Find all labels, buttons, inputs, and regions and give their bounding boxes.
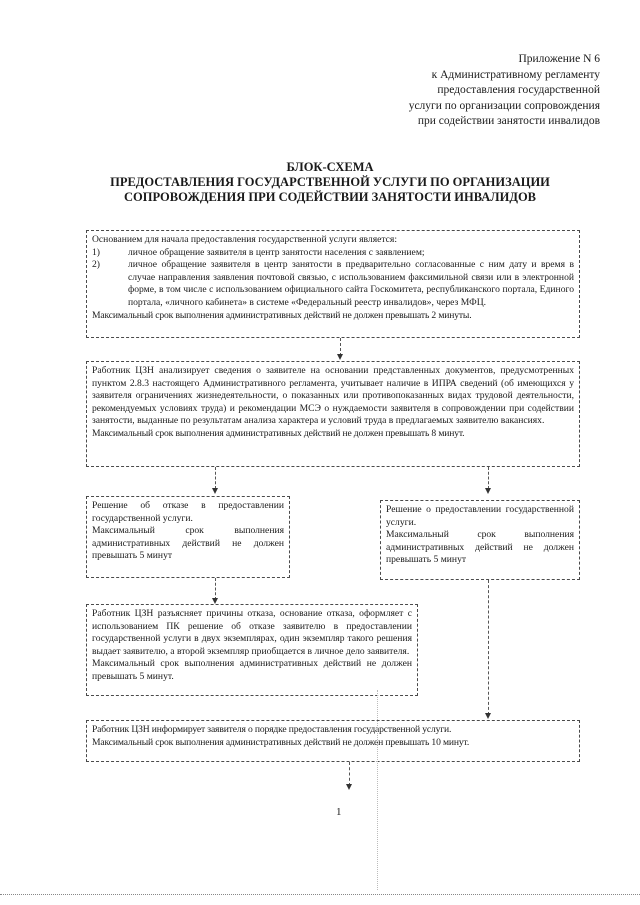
arrow-down-icon [485, 488, 491, 494]
time-limit: Максимальный срок выполнения административных действий не должен превышать 5 минут [386, 529, 574, 566]
item-number: 2) [92, 259, 100, 271]
basis-intro: Основанием для начала предоставления государственной услуги является: [92, 234, 398, 245]
connector-line [488, 467, 489, 489]
time-limit: Максимальный срок выполнения административных действий не должен превышать 8 минут. [92, 427, 465, 439]
time-limit: Максимальный срок выполнения административных действий не должен превышать 5 минут. [92, 658, 412, 682]
arrow-down-icon [337, 354, 343, 360]
flow-box-refusal-explanation [86, 604, 418, 696]
inform-text: Работник ЦЗН информирует заявителя о порядке предоставления государственной услуги. [92, 724, 452, 735]
time-limit: Максимальный срок выполнения административных действий не должен превышать 2 минуты. [92, 309, 472, 321]
connector-line [488, 580, 489, 715]
refusal-decision-text: Решение об отказе в предоставлении государственной услуги. [92, 500, 284, 524]
arrow-down-icon [485, 713, 491, 719]
bottom-rule [0, 894, 640, 895]
appendix-line: к Административному регламенту [431, 68, 600, 81]
analysis-text: Работник ЦЗН анализирует сведения о заявителе на основании представленных документов, предусмотренных пунктом 2.8.3 настоящего Административного регламента, учитывает наличие в ИПРА сведений (об имеющихся у заявителя ограничениях жизнедеятельности, о показанных или противопоказанных видах трудовой деятельности, рекомендуемых условиях труда) и рекомендации МСЭ о нуждаемости заявителя в сопровождении при содействии занятости, выданные по результатам анализа характера и условий труда в предлагаемых заявителю вакансиях. [92, 365, 574, 427]
appendix-line: при содействии занятости инвалидов [417, 115, 600, 127]
item-text: личное обращение заявителя в центр занятости населения с заявлением; [128, 246, 425, 258]
item-text: личное обращение заявителя в центр занятости в предварительно согласованные с ним дату и время в случае направления заявления почтовой связью, с использованием факсимильной связи или в электронной форме, в том числе с использованием официального сайта Госкомитета, республиканского портала, Единого портала, «личного кабинета» в системе «Федеральный реестр инвалидов», через МФЦ. [128, 259, 574, 308]
connector-line [215, 467, 216, 489]
appendix-line: услуги по организации сопровождения [408, 99, 600, 112]
basis-item-2 [92, 259, 574, 309]
time-limit: Максимальный срок выполнения административных действий не должен превышать 10 минут. [92, 736, 470, 748]
title-line: ПРЕДОСТАВЛЕНИЯ ГОСУДАРСТВЕННОЙ УСЛУГИ ПО ОРГАНИЗАЦИИ [110, 175, 550, 189]
connector-line [215, 578, 216, 600]
grant-decision-text: Решение о предоставлении государственной услуги. [386, 504, 574, 528]
title-line: СОПРОВОЖДЕНИЯ ПРИ СОДЕЙСТВИИ ЗАНЯТОСТИ ИНВАЛИДОВ [123, 190, 537, 204]
appendix-header [300, 52, 600, 130]
flow-box-basis [86, 230, 580, 338]
appendix-line: предоставления государственной [437, 84, 600, 96]
flow-box-inform [86, 720, 580, 762]
basis-item-1 [92, 247, 574, 260]
item-number: 1) [92, 246, 100, 258]
arrow-down-icon [212, 488, 218, 494]
page-number: 1 [336, 806, 342, 818]
arrow-down-icon [346, 784, 352, 790]
appendix-line: Приложение N 6 [518, 53, 600, 65]
flow-box-grant-decision [380, 500, 580, 580]
connector-line [349, 762, 350, 786]
flow-box-analysis [86, 361, 580, 467]
scan-fold-line [377, 690, 378, 890]
refusal-explanation-text: Работник ЦЗН разъясняет причины отказа, основание отказа, оформляет с использованием ПК решение об отказе заявителю в предоставлении государственной услуги в двух экземплярах, один экземпляр такого решения выдает заявителю, а второй экземпляр приобщается в личное дело заявителя. [92, 608, 412, 657]
flow-box-refusal-decision [86, 496, 290, 578]
time-limit: Максимальный срок выполнения административных действий не должен превышать 5 минут [92, 525, 284, 562]
title-line: БЛОК-СХЕМА [286, 160, 374, 174]
page-title [60, 160, 600, 205]
